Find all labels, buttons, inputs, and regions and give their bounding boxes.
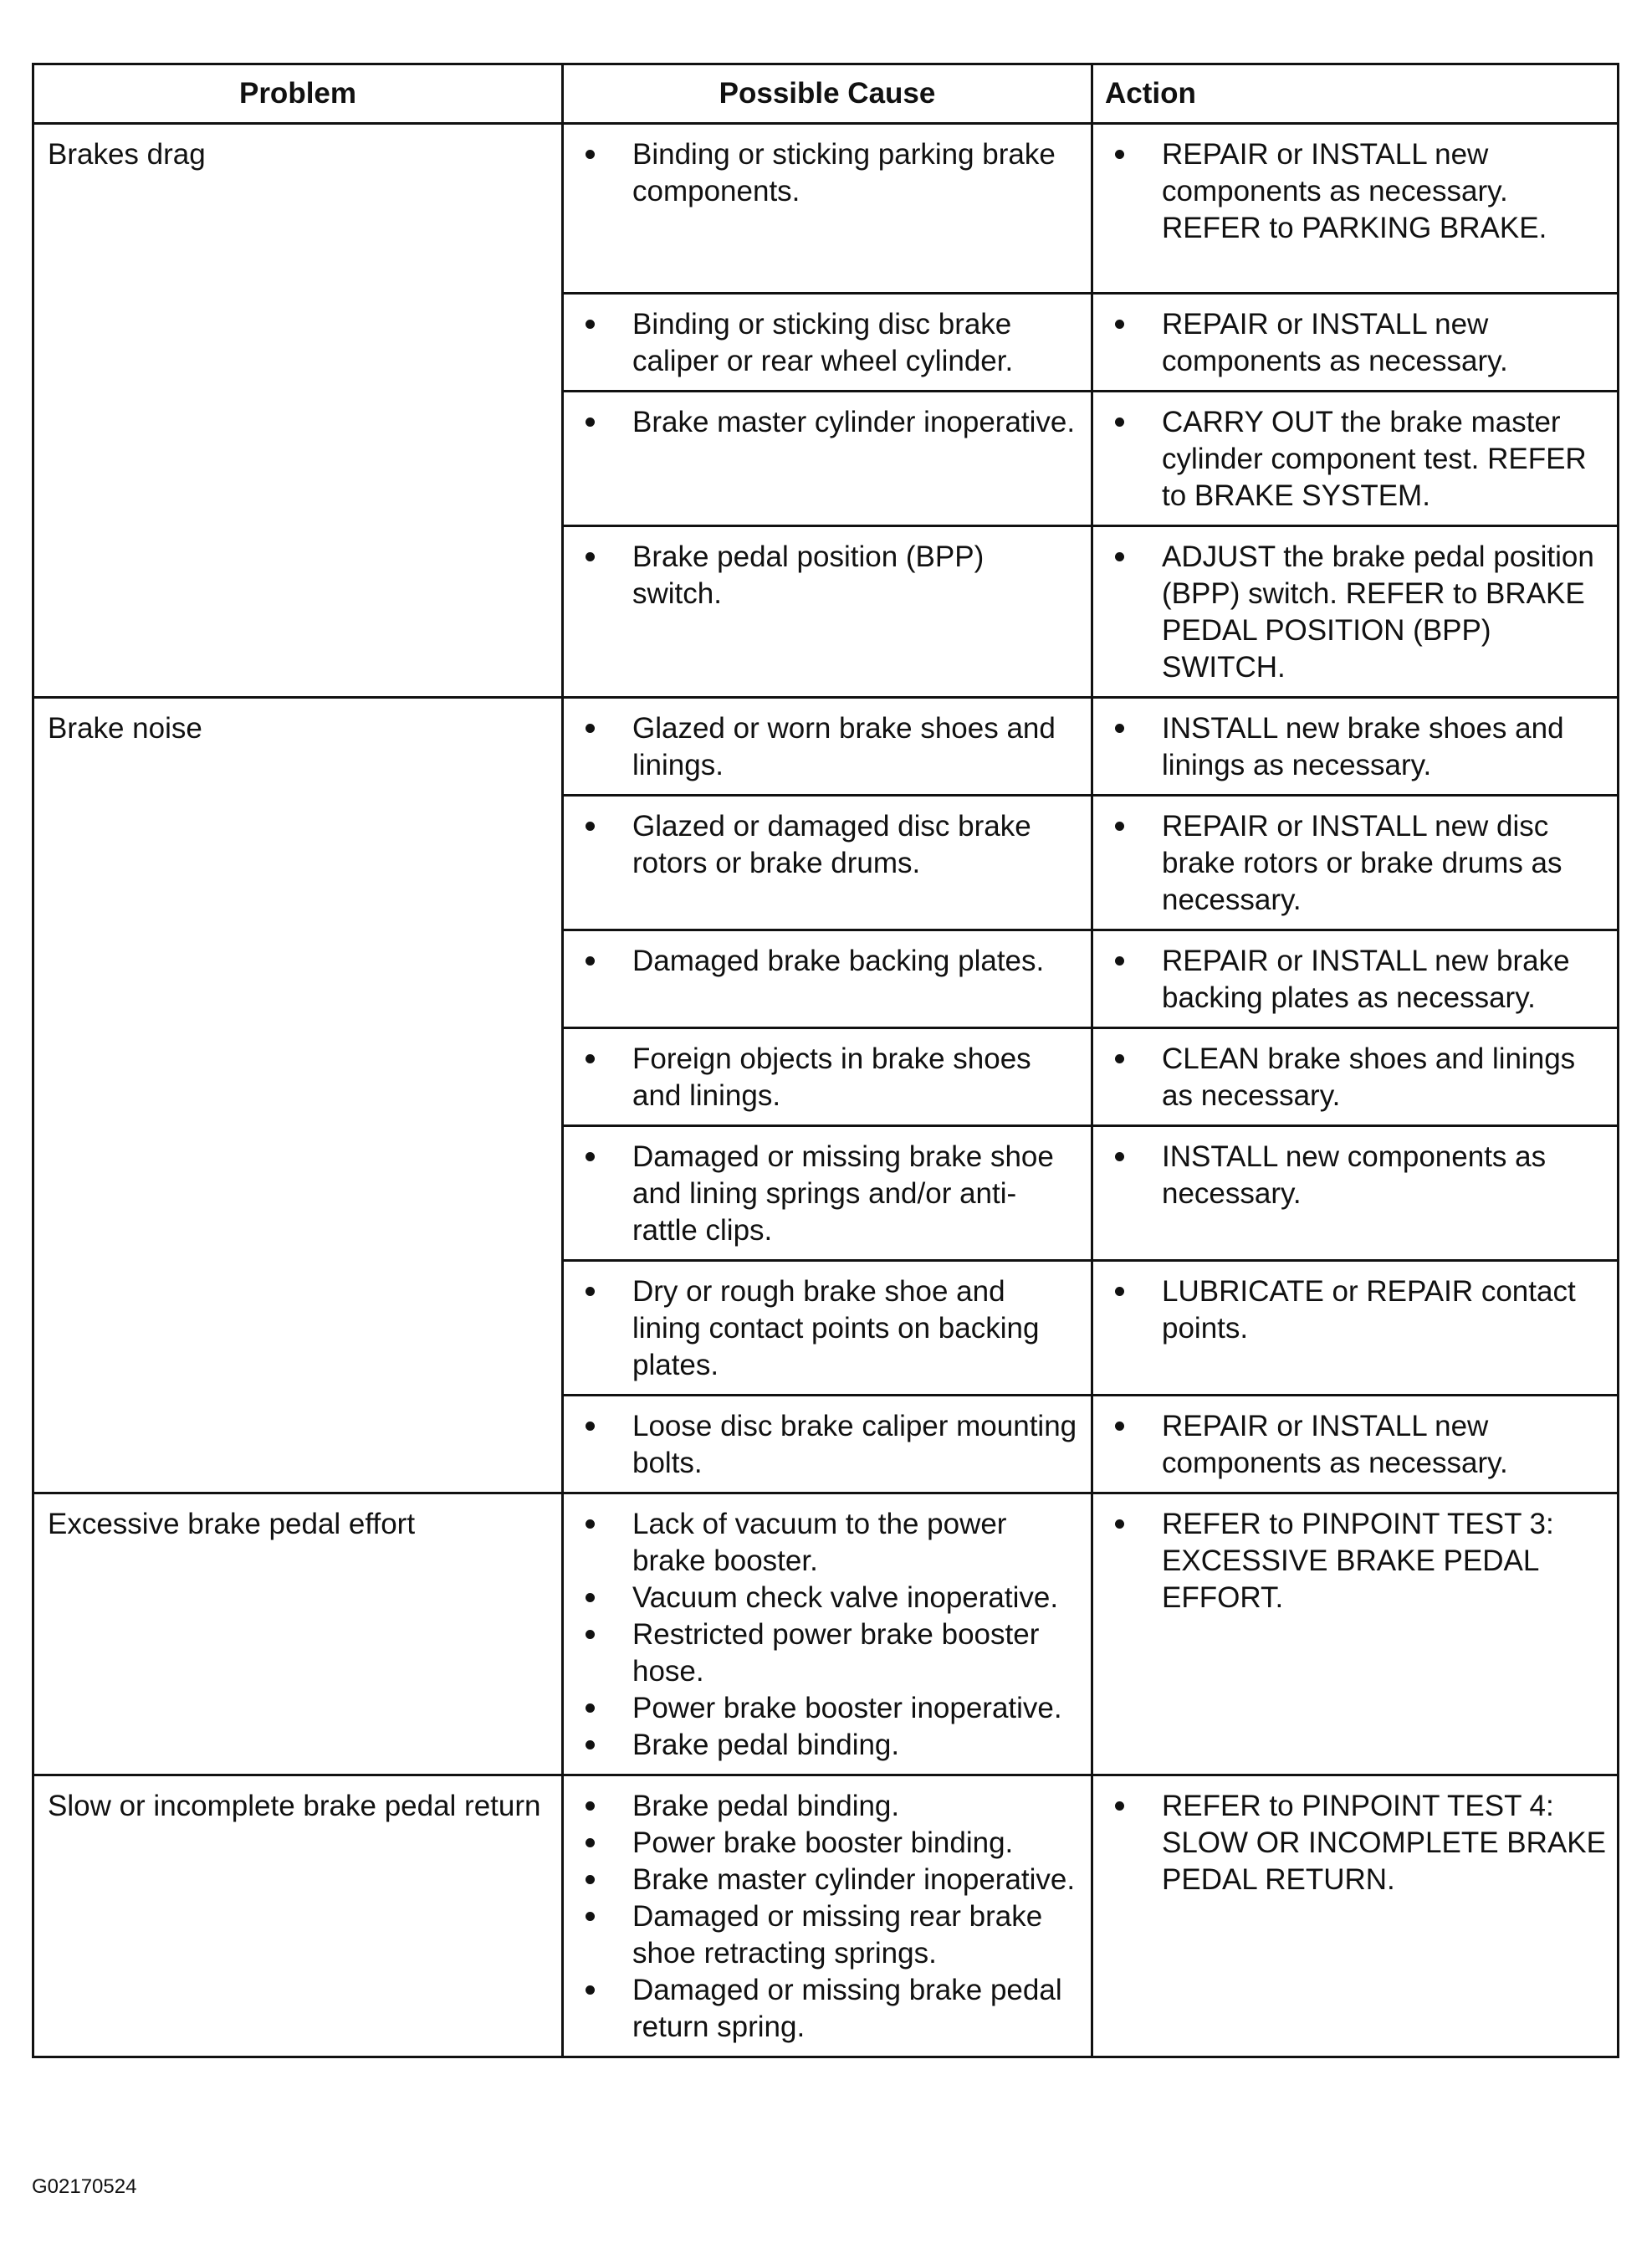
cause-text: Power brake booster inoperative. bbox=[632, 1692, 1062, 1724]
action-item bbox=[1103, 1273, 1607, 1347]
action-cell bbox=[1092, 1493, 1619, 1775]
problem-cell: Slow or incomplete brake pedal return bbox=[33, 1775, 563, 2057]
bullet-icon bbox=[1115, 1519, 1124, 1529]
action-list bbox=[1103, 1041, 1607, 1114]
possible-cause-cell bbox=[563, 796, 1092, 930]
possible-cause-cell bbox=[563, 1126, 1092, 1261]
action-cell bbox=[1092, 392, 1619, 526]
bullet-icon bbox=[1115, 418, 1124, 427]
possible-cause-cell bbox=[563, 392, 1092, 526]
cause-item bbox=[574, 136, 1081, 210]
cause-text: Damaged or missing rear brake shoe retracting springs. bbox=[632, 1900, 1043, 1970]
bullet-icon bbox=[586, 1593, 595, 1602]
action-item bbox=[1103, 943, 1607, 1017]
table-body bbox=[33, 124, 1619, 2057]
action-list bbox=[1103, 306, 1607, 380]
cause-text: Brake pedal binding. bbox=[632, 1729, 900, 1761]
bullet-icon bbox=[1115, 1287, 1124, 1296]
possible-cause-cell bbox=[563, 124, 1092, 294]
bullet-icon bbox=[586, 150, 595, 159]
action-item bbox=[1103, 136, 1607, 247]
cause-list bbox=[574, 539, 1081, 612]
action-list bbox=[1103, 1273, 1607, 1347]
table-row bbox=[33, 698, 1619, 796]
action-text: ADJUST the brake pedal position (BPP) switch. REFER to BRAKE PEDAL POSITION (BPP) SWITCH. bbox=[1162, 540, 1594, 684]
bullet-icon bbox=[586, 822, 595, 831]
cause-item bbox=[574, 1727, 1081, 1764]
cause-item bbox=[574, 539, 1081, 612]
bullet-icon bbox=[1115, 822, 1124, 831]
action-text: INSTALL new brake shoes and linings as necessary. bbox=[1162, 712, 1564, 781]
action-cell bbox=[1092, 796, 1619, 930]
action-text: REPAIR or INSTALL new disc brake rotors or brake drums as necessary. bbox=[1162, 810, 1562, 916]
bullet-icon bbox=[1115, 1422, 1124, 1431]
possible-cause-cell bbox=[563, 1028, 1092, 1126]
action-item bbox=[1103, 1139, 1607, 1212]
action-list bbox=[1103, 404, 1607, 515]
possible-cause-cell bbox=[563, 698, 1092, 796]
possible-cause-cell bbox=[563, 1396, 1092, 1493]
action-list bbox=[1103, 943, 1607, 1017]
possible-cause-cell bbox=[563, 930, 1092, 1028]
cause-list bbox=[574, 306, 1081, 380]
problem-cell: Brakes drag bbox=[33, 124, 563, 698]
cause-list bbox=[574, 1273, 1081, 1384]
cause-text: Restricted power brake booster hose. bbox=[632, 1618, 1040, 1688]
cause-list bbox=[574, 808, 1081, 882]
action-text: REFER to PINPOINT TEST 3: EXCESSIVE BRAKE PEDAL EFFORT. bbox=[1162, 1508, 1554, 1614]
possible-cause-cell bbox=[563, 1775, 1092, 2057]
cause-text: Dry or rough brake shoe and lining contact points on backing plates. bbox=[632, 1275, 1040, 1381]
bullet-icon bbox=[586, 1703, 595, 1713]
problem-column-header: Problem bbox=[33, 64, 563, 124]
action-item bbox=[1103, 808, 1607, 919]
bullet-icon bbox=[586, 1630, 595, 1639]
cause-text: Vacuum check valve inoperative. bbox=[632, 1581, 1059, 1614]
bullet-icon bbox=[586, 1740, 595, 1749]
bullet-icon bbox=[586, 956, 595, 966]
action-cell bbox=[1092, 294, 1619, 392]
bullet-icon bbox=[586, 1152, 595, 1161]
cause-item bbox=[574, 1506, 1081, 1580]
action-text: CLEAN brake shoes and linings as necessary. bbox=[1162, 1042, 1576, 1112]
action-item bbox=[1103, 404, 1607, 515]
cause-text: Binding or sticking parking brake components. bbox=[632, 138, 1056, 207]
action-list bbox=[1103, 808, 1607, 919]
bullet-icon bbox=[586, 1422, 595, 1431]
figure-code: G02170524 bbox=[32, 2175, 137, 2198]
bullet-icon bbox=[586, 1875, 595, 1884]
bullet-icon bbox=[586, 418, 595, 427]
bullet-icon bbox=[1115, 320, 1124, 329]
cause-text: Glazed or worn brake shoes and linings. bbox=[632, 712, 1056, 781]
action-column-header: Action bbox=[1092, 64, 1619, 124]
cause-list bbox=[574, 136, 1081, 210]
cause-text: Damaged brake backing plates. bbox=[632, 945, 1045, 977]
action-item bbox=[1103, 1788, 1607, 1898]
cause-item bbox=[574, 1898, 1081, 1972]
cause-text: Brake master cylinder inoperative. bbox=[632, 1863, 1076, 1896]
cause-text: Brake pedal position (BPP) switch. bbox=[632, 540, 985, 610]
bullet-icon bbox=[1115, 552, 1124, 561]
action-item bbox=[1103, 306, 1607, 380]
action-item bbox=[1103, 1041, 1607, 1114]
cause-text: Damaged or missing brake pedal return spring. bbox=[632, 1974, 1062, 2043]
possible-cause-column-header: Possible Cause bbox=[563, 64, 1092, 124]
action-item bbox=[1103, 1408, 1607, 1482]
cause-item bbox=[574, 943, 1081, 980]
action-cell bbox=[1092, 1126, 1619, 1261]
possible-cause-cell bbox=[563, 294, 1092, 392]
bullet-icon bbox=[586, 320, 595, 329]
cause-list bbox=[574, 1408, 1081, 1482]
bullet-icon bbox=[586, 1801, 595, 1811]
cause-text: Loose disc brake caliper mounting bolts. bbox=[632, 1410, 1077, 1479]
action-list bbox=[1103, 1788, 1607, 1898]
action-text: LUBRICATE or REPAIR contact points. bbox=[1162, 1275, 1576, 1345]
action-text: REPAIR or INSTALL new components as necessary. bbox=[1162, 1410, 1508, 1479]
cause-item bbox=[574, 1041, 1081, 1114]
cause-list bbox=[574, 404, 1081, 441]
bullet-icon bbox=[1115, 724, 1124, 733]
bullet-icon bbox=[586, 1838, 595, 1847]
possible-cause-cell bbox=[563, 526, 1092, 698]
cause-text: Binding or sticking disc brake caliper or rear wheel cylinder. bbox=[632, 308, 1014, 377]
cause-item bbox=[574, 1862, 1081, 1898]
problem-cell: Brake noise bbox=[33, 698, 563, 1493]
cause-item bbox=[574, 1616, 1081, 1690]
bullet-icon bbox=[1115, 1054, 1124, 1063]
cause-item bbox=[574, 1788, 1081, 1825]
bullet-icon bbox=[586, 1985, 595, 1995]
table-row bbox=[33, 1775, 1619, 2057]
action-cell bbox=[1092, 526, 1619, 698]
cause-item bbox=[574, 1273, 1081, 1384]
action-cell bbox=[1092, 698, 1619, 796]
action-cell bbox=[1092, 1775, 1619, 2057]
cause-text: Brake pedal binding. bbox=[632, 1790, 900, 1822]
action-list bbox=[1103, 1139, 1607, 1212]
cause-text: Lack of vacuum to the power brake booster. bbox=[632, 1508, 1007, 1577]
cause-item bbox=[574, 808, 1081, 882]
cause-list bbox=[574, 1506, 1081, 1764]
cause-text: Foreign objects in brake shoes and linings. bbox=[632, 1042, 1031, 1112]
bullet-icon bbox=[1115, 1801, 1124, 1811]
action-item bbox=[1103, 1506, 1607, 1616]
action-item bbox=[1103, 539, 1607, 686]
bullet-icon bbox=[586, 1054, 595, 1063]
possible-cause-cell bbox=[563, 1493, 1092, 1775]
action-list bbox=[1103, 1408, 1607, 1482]
action-text: REFER to PINPOINT TEST 4: SLOW OR INCOMPLETE BRAKE PEDAL RETURN. bbox=[1162, 1790, 1606, 1896]
cause-item bbox=[574, 1408, 1081, 1482]
bullet-icon bbox=[586, 724, 595, 733]
bullet-icon bbox=[1115, 956, 1124, 966]
cause-item bbox=[574, 404, 1081, 441]
bullet-icon bbox=[586, 1519, 595, 1529]
bullet-icon bbox=[586, 552, 595, 561]
action-list bbox=[1103, 1506, 1607, 1616]
cause-text: Power brake booster binding. bbox=[632, 1826, 1014, 1859]
bullet-icon bbox=[586, 1912, 595, 1921]
cause-item bbox=[574, 1690, 1081, 1727]
action-text: REPAIR or INSTALL new brake backing plates as necessary. bbox=[1162, 945, 1570, 1014]
cause-item bbox=[574, 710, 1081, 784]
diagnosis-table bbox=[32, 63, 1619, 2058]
cause-item bbox=[574, 1139, 1081, 1249]
action-list bbox=[1103, 539, 1607, 686]
action-item bbox=[1103, 710, 1607, 784]
cause-item bbox=[574, 1580, 1081, 1616]
action-list bbox=[1103, 136, 1607, 247]
action-text: CARRY OUT the brake master cylinder component test. REFER to BRAKE SYSTEM. bbox=[1162, 406, 1587, 512]
action-text: INSTALL new components as necessary. bbox=[1162, 1140, 1547, 1210]
bullet-icon bbox=[1115, 150, 1124, 159]
action-cell bbox=[1092, 1396, 1619, 1493]
table-row bbox=[33, 1493, 1619, 1775]
action-cell bbox=[1092, 1261, 1619, 1396]
action-list bbox=[1103, 710, 1607, 784]
action-text: REPAIR or INSTALL new components as necessary. REFER to PARKING BRAKE. bbox=[1162, 138, 1547, 244]
cause-list bbox=[574, 943, 1081, 980]
bullet-icon bbox=[586, 1287, 595, 1296]
cause-list bbox=[574, 1139, 1081, 1249]
cause-list bbox=[574, 1041, 1081, 1114]
action-cell bbox=[1092, 124, 1619, 294]
possible-cause-cell bbox=[563, 1261, 1092, 1396]
cause-list bbox=[574, 1788, 1081, 2046]
action-cell bbox=[1092, 1028, 1619, 1126]
cause-text: Damaged or missing brake shoe and lining springs and/or anti-rattle clips. bbox=[632, 1140, 1054, 1247]
table-row bbox=[33, 124, 1619, 294]
cause-item bbox=[574, 306, 1081, 380]
cause-item bbox=[574, 1825, 1081, 1862]
problem-cell: Excessive brake pedal effort bbox=[33, 1493, 563, 1775]
cause-text: Glazed or damaged disc brake rotors or brake drums. bbox=[632, 810, 1031, 879]
action-cell bbox=[1092, 930, 1619, 1028]
action-text: REPAIR or INSTALL new components as necessary. bbox=[1162, 308, 1508, 377]
header-row bbox=[33, 64, 1619, 124]
cause-text: Brake master cylinder inoperative. bbox=[632, 406, 1076, 438]
bullet-icon bbox=[1115, 1152, 1124, 1161]
cause-list bbox=[574, 710, 1081, 784]
cause-item bbox=[574, 1972, 1081, 2046]
